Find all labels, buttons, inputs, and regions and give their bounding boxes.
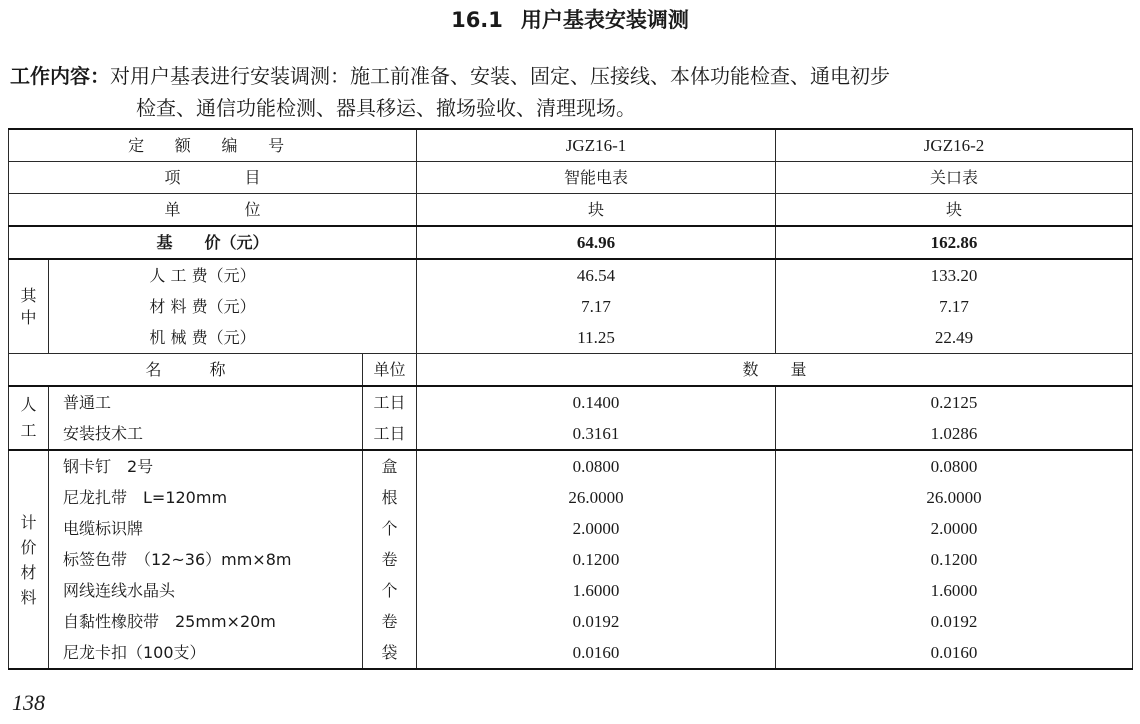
work-content-line-1: 对用户基表进行安装调测：施工前准备、安装、固定、压接线、本体功能检查、通电初步 — [110, 64, 890, 88]
work-content-label: 工作内容： — [10, 64, 110, 88]
row-item — [9, 162, 1133, 194]
item-label: 项 目 — [9, 162, 417, 194]
base-price-2: 162.86 — [776, 226, 1133, 259]
material-value: 2.0000 — [572, 519, 620, 538]
material-name: 电缆标识牌 — [63, 519, 144, 538]
labor-name-1: 普通工 — [63, 393, 112, 412]
material-value: 0.0192 — [572, 612, 620, 631]
item-2: 关口表 — [776, 162, 1133, 194]
material-cost-1: 7.17 — [581, 297, 611, 316]
material-name: 尼龙扎带 L=120mm — [63, 488, 228, 507]
material-name: 自黏性橡胶带 25mm×20m — [63, 612, 276, 631]
row-base-price — [9, 226, 1133, 259]
breakdown-group-text: 其 中 — [20, 285, 37, 327]
section-title — [0, 4, 1140, 34]
item-1: 智能电表 — [417, 162, 776, 194]
material-unit: 卷 — [381, 550, 398, 569]
labor-unit-2: 工日 — [373, 424, 406, 443]
labor-values-1 — [417, 386, 776, 450]
work-content — [10, 60, 890, 124]
materials-group-text: 计 价 材 料 — [20, 512, 37, 607]
work-content-line-2: 检查、通信功能检测、器具移运、撤场验收、清理现场。 — [136, 96, 636, 120]
material-value: 0.0192 — [930, 612, 978, 631]
page-number: 138 — [12, 690, 45, 715]
material-value: 0.1200 — [572, 550, 620, 569]
labor-cost-2: 133.20 — [930, 266, 978, 285]
labor-cost-1: 46.54 — [576, 266, 616, 285]
labor-cost-label: 人 工 费（元） — [149, 266, 256, 285]
material-value: 0.0800 — [572, 457, 620, 476]
material-unit: 个 — [381, 581, 398, 600]
material-value: 1.6000 — [930, 581, 978, 600]
material-unit: 个 — [381, 519, 398, 538]
row-quota-code — [9, 129, 1133, 162]
material-unit: 根 — [381, 488, 398, 507]
row-unit — [9, 194, 1133, 227]
material-unit: 卷 — [381, 612, 398, 631]
material-value: 1.6000 — [572, 581, 620, 600]
material-units — [363, 450, 417, 669]
unit-2: 块 — [776, 194, 1133, 227]
labor-units — [363, 386, 417, 450]
material-cost-label: 材 料 费（元） — [149, 297, 256, 316]
labor-unit-1: 工日 — [373, 393, 406, 412]
machine-cost-1: 11.25 — [577, 328, 615, 347]
material-value: 2.0000 — [930, 519, 978, 538]
name-column-header: 名 称 — [9, 354, 363, 387]
unit-1: 块 — [417, 194, 776, 227]
row-labor — [9, 386, 1133, 450]
material-name: 网线连线水晶头 — [63, 581, 176, 600]
breakdown-values-2 — [776, 259, 1133, 354]
row-breakdown — [9, 259, 1133, 354]
material-values-2 — [776, 450, 1133, 669]
labor-name-2: 安装技术工 — [63, 424, 144, 443]
labor-values-2 — [776, 386, 1133, 450]
unit-column-header: 单位 — [363, 354, 417, 387]
row-column-headers — [9, 354, 1133, 387]
labor-group-label — [9, 386, 49, 450]
material-name: 钢卡钉 2号 — [63, 457, 154, 476]
labor-names — [49, 386, 363, 450]
material-value: 0.0160 — [572, 643, 620, 662]
material-value: 26.0000 — [926, 488, 982, 507]
quota-code-1: JGZ16-1 — [417, 129, 776, 162]
labor-value: 0.1400 — [572, 393, 620, 412]
material-names — [49, 450, 363, 669]
quantity-column-header: 数 量 — [417, 354, 1133, 387]
materials-group-label — [9, 450, 49, 669]
material-unit: 袋 — [381, 643, 398, 662]
material-name: 尼龙卡扣（100支） — [63, 643, 206, 662]
material-unit: 盒 — [381, 457, 398, 476]
labor-group-text: 人 工 — [20, 395, 37, 440]
material-value: 0.0800 — [930, 457, 978, 476]
machine-cost-label: 机 械 费（元） — [149, 328, 256, 347]
quota-code-label: 定 额 编 号 — [9, 129, 417, 162]
labor-value: 0.3161 — [572, 424, 620, 443]
material-name: 标签色带 （12~36）mm×8m — [63, 550, 292, 569]
row-materials — [9, 450, 1133, 669]
section-number: 16.1 — [451, 8, 503, 32]
base-price-1: 64.96 — [417, 226, 776, 259]
material-value: 0.1200 — [930, 550, 978, 569]
labor-value: 0.2125 — [930, 393, 978, 412]
quota-code-2: JGZ16-2 — [776, 129, 1133, 162]
unit-label: 单 位 — [9, 194, 417, 227]
section-title-text: 用户基表安装调测 — [520, 8, 689, 32]
breakdown-group-label — [9, 259, 49, 354]
material-values-1 — [417, 450, 776, 669]
breakdown-labels — [49, 259, 417, 354]
machine-cost-2: 22.49 — [934, 328, 974, 347]
material-value: 0.0160 — [930, 643, 978, 662]
base-price-label: 基 价（元） — [9, 226, 417, 259]
labor-value: 1.0286 — [930, 424, 978, 443]
quota-table — [8, 128, 1133, 670]
breakdown-values-1 — [417, 259, 776, 354]
material-value: 26.0000 — [568, 488, 624, 507]
material-cost-2: 7.17 — [939, 297, 969, 316]
